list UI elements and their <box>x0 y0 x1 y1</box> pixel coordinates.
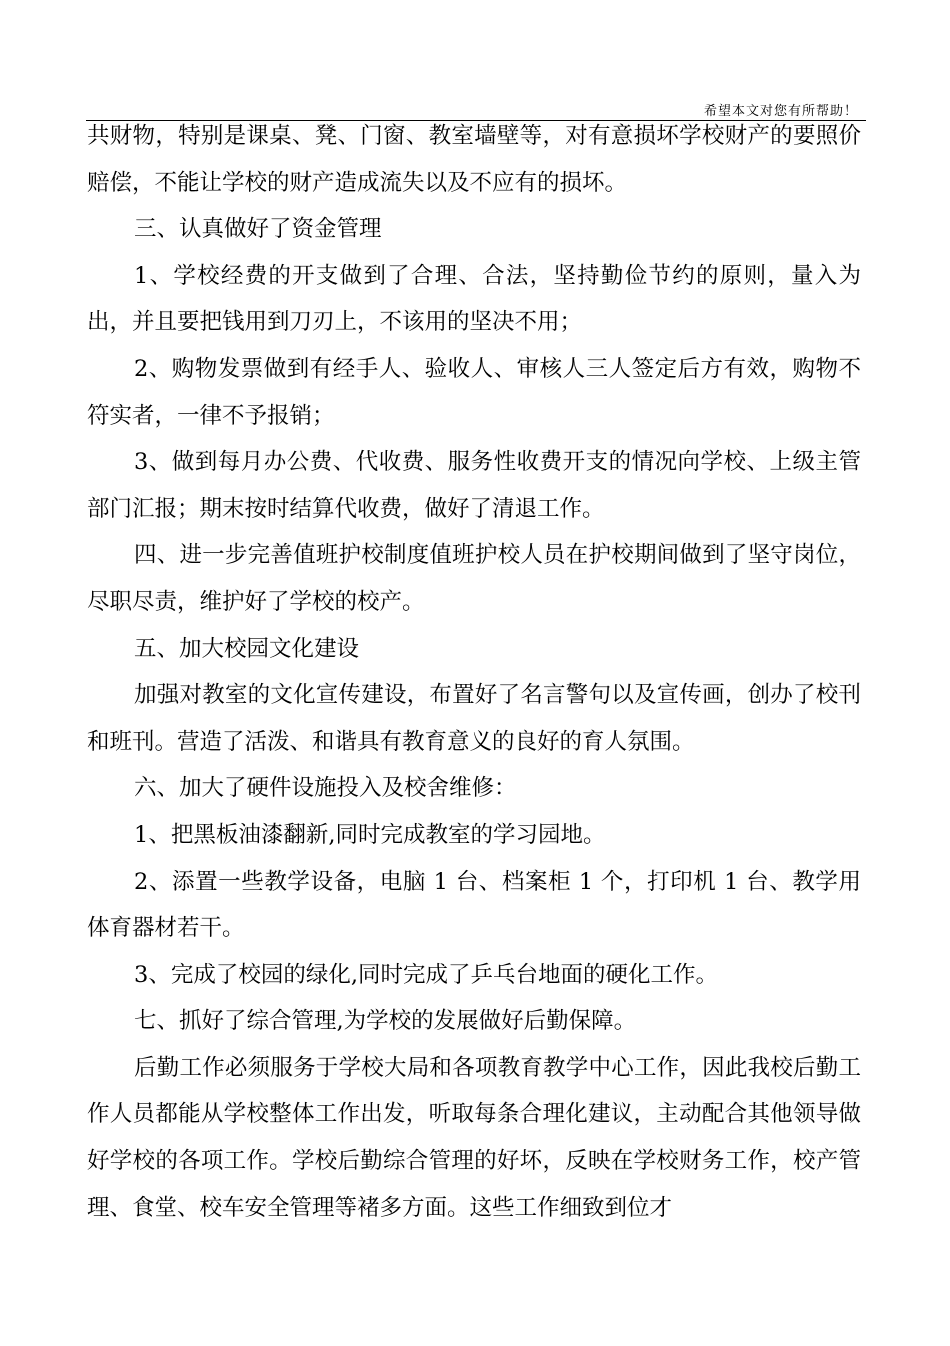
paragraph: 后勤工作必须服务于学校大局和各项教育教学中心工作，因此我校后勤工作人员都能从学校整体工作出发，听取每条合理化建议，主动配合其他领导做好学校的各项工作。学校后勤综合管理的好坏，反映在学校财务工作，校产管理、食堂、校车安全管理等褚多方面。这些工作细致到位才 <box>87 1054 861 1221</box>
paragraph: 3、完成了校园的绿化,同时完成了乒乓台地面的硬化工作。 <box>134 961 718 988</box>
paragraph: 共财物，特别是课桌、凳、门窗、教室墙壁等，对有意损坏学校财产的要照价赔偿，不能让学校的财产造成流失以及不应有的损坏。 <box>87 123 861 196</box>
paragraph: 2、添置一些教学设备，电脑 1 台、档案柜 1 个，打印机 1 台、教学用体育器材若干。 <box>87 868 861 942</box>
paragraph: 加强对教室的文化宣传建设，布置好了名言警句以及宣传画，创办了校刊和班刊。营造了活泼、和谐具有教育意义的良好的育人氛围。 <box>87 682 861 755</box>
section-heading: 五、加大校园文化建设 <box>134 635 360 662</box>
header-note: 希望本文对您有所帮助！ <box>703 104 858 119</box>
section-heading: 七、抓好了综合管理,为学校的发展做好后勤保障。 <box>134 1008 637 1035</box>
paragraph: 1、学校经费的开支做到了合理、合法，坚持勤俭节约的原则，量入为出，并且要把钱用到刀刃上，不该用的坚决不用； <box>87 262 861 336</box>
section-heading: 六、加大了硬件设施投入及校舍维修： <box>134 775 517 802</box>
paragraph: 3、做到每月办公费、代收费、服务性收费开支的情况向学校、上级主管部门汇报；期末按时结算代收费，做好了清退工作。 <box>87 449 861 522</box>
paragraph: 四、进一步完善值班护校制度值班护校人员在护校期间做到了坚守岗位，尽职尽责，维护好了学校的校产。 <box>87 542 861 615</box>
document-body <box>87 113 861 1231</box>
paragraph: 2、购物发票做到有经手人、验收人、审核人三人签定后方有效，购物不符实者，一律不予报销； <box>87 355 861 429</box>
paragraph: 1、把黑板油漆翻新,同时完成教室的学习园地。 <box>134 821 606 848</box>
section-heading: 三、认真做好了资金管理 <box>134 216 382 243</box>
